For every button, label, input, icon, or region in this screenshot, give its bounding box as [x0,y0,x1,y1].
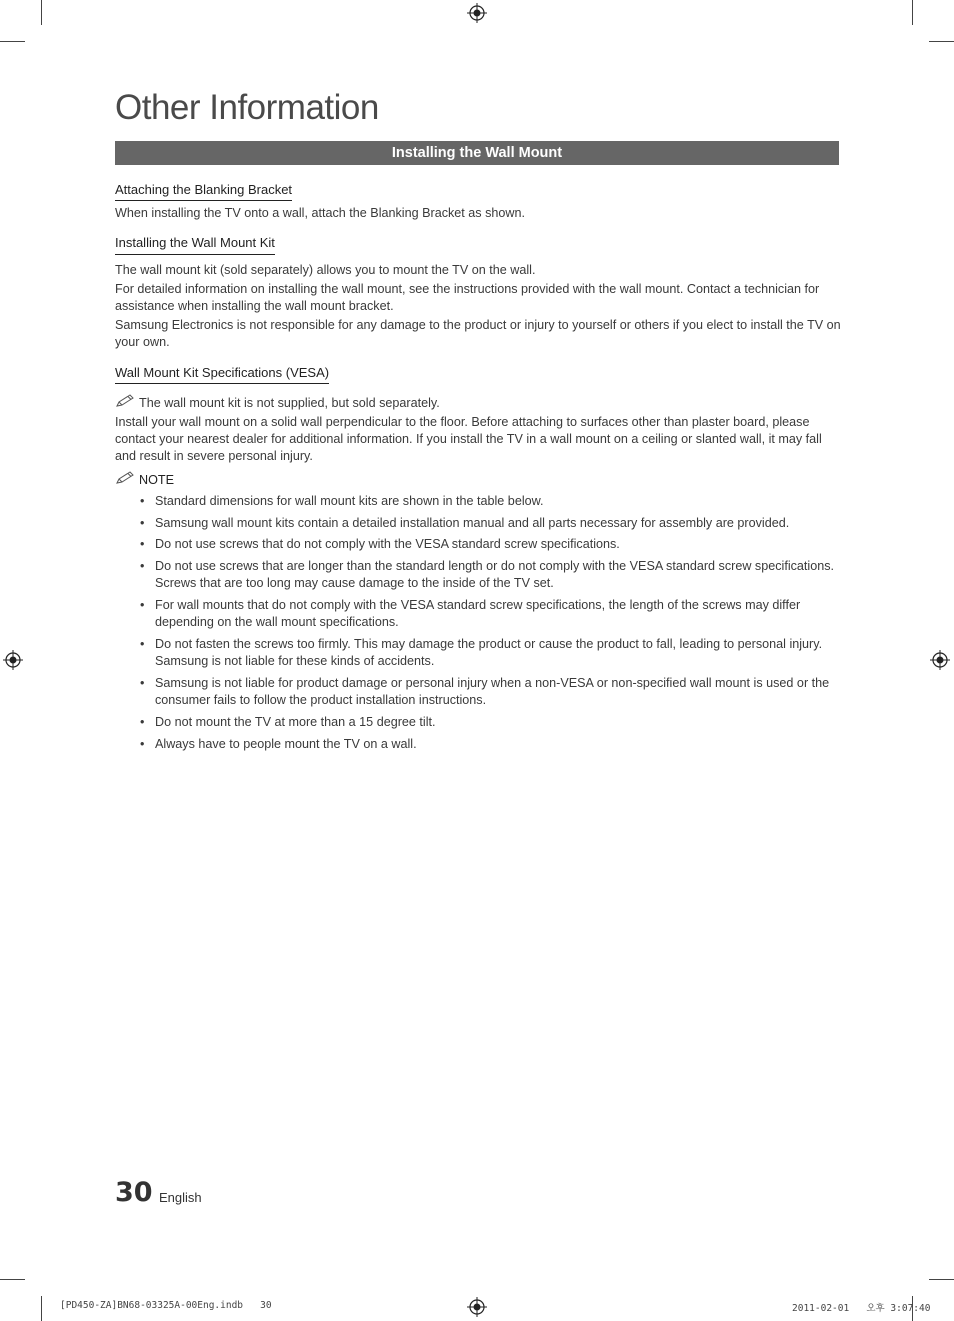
vesa-note-text: The wall mount kit is not supplied, but sold separately. [139,395,440,410]
wall-mount-kit-heading: Installing the Wall Mount Kit [115,234,275,254]
page-title: Other Information [115,88,379,127]
page-language: English [159,1190,202,1205]
crop-mark-top-right-v [912,0,913,25]
section-title-bar: Installing the Wall Mount [115,141,839,165]
list-item: • Do not fasten the screws too firmly. This may damage the product or cause the product to fall, leading to personal injury. Samsung is not liable for these kinds of accidents. [140,637,823,669]
note-heading [115,471,841,489]
page-number: 30 [115,1177,153,1208]
list-item: • Samsung is not liable for product damage or personal injury when a non-VESA or non-specified wall mount is used or the consumer fails to follow the product installation instructions. [140,676,830,708]
wall-mount-kit-paragraph: The wall mount kit (sold separately) allows you to mount the TV on the wall. [115,262,536,277]
registration-mark-icon [467,3,487,23]
list-item: • Do not use screws that do not comply with the VESA standard screw specifications. [140,537,620,552]
registration-mark-icon [467,1297,487,1317]
crop-mark-top-right-h [929,41,954,42]
list-item: • Do not mount the TV at more than a 15 degree tilt. [140,715,436,730]
registration-mark-icon [930,650,950,670]
vesa-heading: Wall Mount Kit Specifications (VESA) [115,364,329,384]
list-item: • Standard dimensions for wall mount kits are shown in the table below. [140,493,544,508]
wall-mount-kit-paragraph: For detailed information on installing the wall mount, see the instructions provided with the wall mount. Contact a technician for assistance when installing the wall mount bracket. [115,281,820,314]
wall-mount-kit-section [115,234,841,351]
print-slug-date: 2011-02-01 오후 3:07:40 [792,1303,931,1314]
wall-mount-kit-paragraph: Samsung Electronics is not responsible for any damage to the product or injury to yourself or others if you elect to install the TV on your own. [115,318,841,350]
vesa-section [115,364,841,754]
crop-mark-top-left-h [0,41,25,42]
blanking-bracket-section [115,181,841,222]
pencil-note-icon [115,471,135,485]
blanking-bracket-heading: Attaching the Blanking Bracket [115,181,292,201]
registration-mark-icon [3,650,23,670]
pencil-note-icon [115,394,135,408]
crop-mark-bottom-right-h [929,1279,954,1280]
note-list [115,493,841,753]
print-slug-file: [PD450-ZA]BN68-03325A-00Eng.indb 30 [60,1300,272,1311]
main-content [115,181,841,765]
list-item: • For wall mounts that do not comply with the VESA standard screw specifications, the length of the screws may differ depending on the wall mount specifications. [140,598,801,630]
list-item: • Always have to people mount the TV on a wall. [140,737,417,752]
crop-mark-bottom-left-h [0,1279,25,1280]
vesa-note [115,394,841,412]
list-item: • Do not use screws that are longer than the standard length or do not comply with the VESA standard screw specifications. Screws that are too long may cause damage to the inside of the TV set. [140,559,835,591]
vesa-paragraph: Install your wall mount on a solid wall perpendicular to the floor. Before attaching to surfaces other than plaster board, please contact your nearest dealer for additional information. If you install the TV in a wall mount on a ceiling or slanted wall, it may fall and result in severe personal injury. [115,415,822,464]
list-item: • Samsung wall mount kits contain a detailed installation manual and all parts necessary for assembly are provided. [140,515,790,530]
note-label: NOTE [139,472,174,487]
crop-mark-bottom-left-v [41,1296,42,1321]
blanking-bracket-text: When installing the TV onto a wall, attach the Blanking Bracket as shown. [115,206,525,221]
crop-mark-top-left-v [41,0,42,25]
